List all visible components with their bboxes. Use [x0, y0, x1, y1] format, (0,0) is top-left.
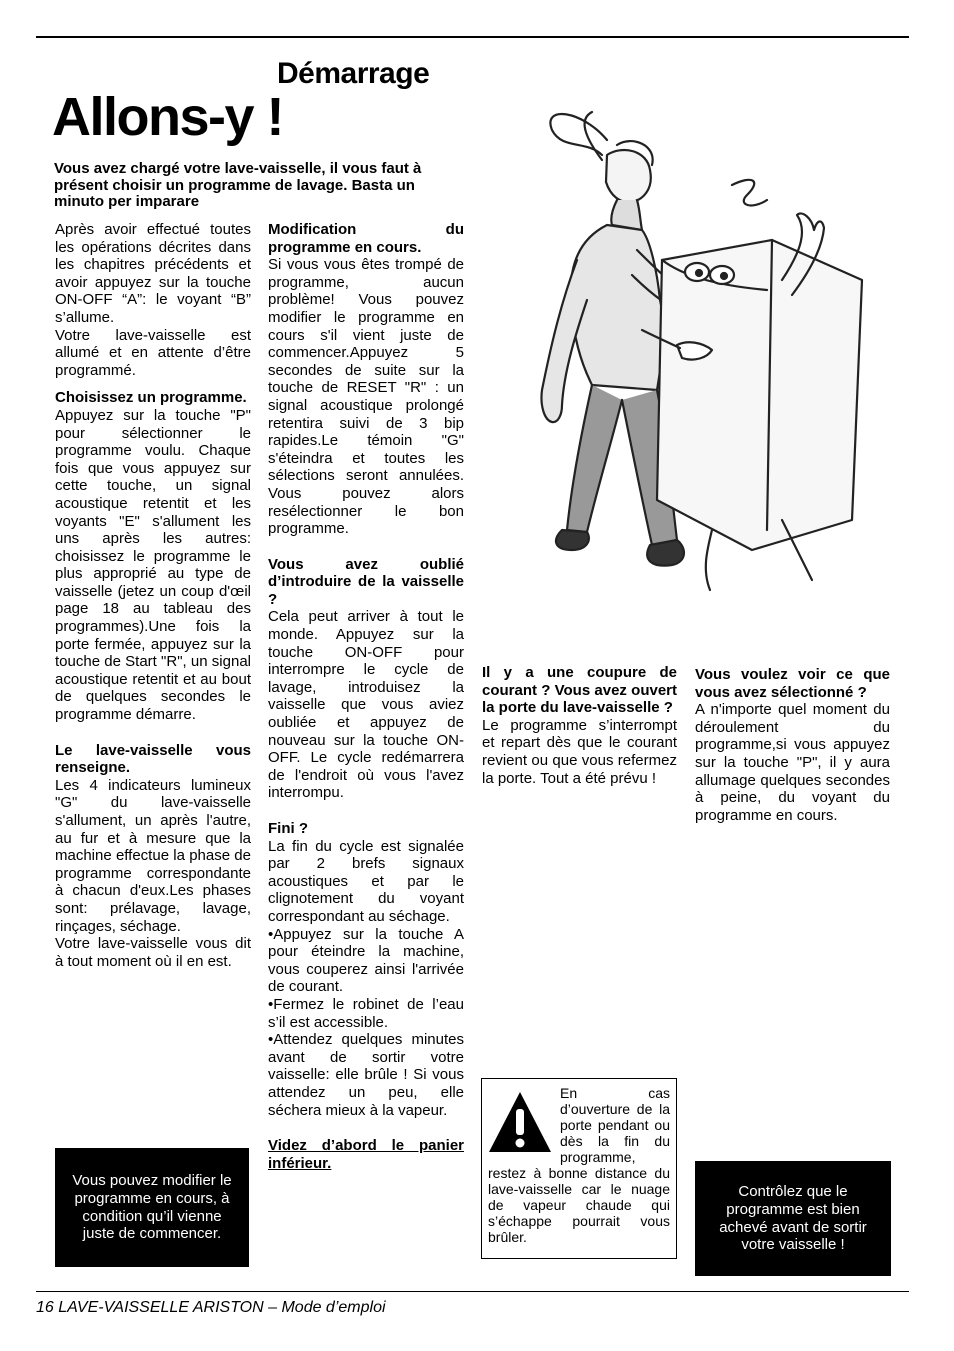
heading-power-cut: Il y a une coupure de courant ? Vous avez ouvert la porte du lave-vaisselle ? [482, 664, 677, 717]
warning-box [481, 1078, 677, 1259]
paragraph-power-cut: Le programme s’interrompt et repart dès que le courant revient ou que vous refermez la porte. Tout a été prévu ! [482, 716, 677, 787]
column-2 [268, 221, 464, 1172]
paragraph-modify: Si vous vous êtes trompé de programme, aucun problème! Vous pouvez modifier le programme en cours s'il vient juste de commencer.Appuyez 5 secondes de suite sur la touche de RESET "R" : un signal acoustique prolongé retentira suivi de 3 bip rapides.Le témoin "G" s'éteindra et toutes les sélections seront annulées. Vous pouvez alors resélectionner le bon programme. [268, 256, 464, 538]
heading-view-selection: Vous voulez voir ce que vous avez sélectionné ? [695, 666, 890, 701]
paragraph-start: Après avoir effectué toutes les opérations décrites dans les chapitres précédents et avoir appuyez sur la touche ON-OFF “A”: le voyant “B” s’allume. [55, 221, 251, 326]
paragraph-info-2: Votre lave-vaisselle vous dit à tout moment où il en est. [55, 935, 251, 970]
page-title: Allons-y ! [52, 87, 284, 147]
column-1 [55, 221, 251, 970]
section-subtitle: Démarrage [277, 57, 430, 90]
page-footer: 16 LAVE-VAISSELLE ARISTON – Mode d’emploi [36, 1299, 386, 1316]
note-box-check [695, 1161, 891, 1276]
tip-empty-lower-basket: Videz d’abord le panier inférieur. [268, 1137, 464, 1172]
paragraph-done: La fin du cycle est signalée par 2 brefs signaux acoustiques et par le clignotement du voyant correspondant au séchage. [268, 837, 464, 925]
paragraph-ready: Votre lave-vaisselle est allumé et en attente d’être programmé. [55, 326, 251, 379]
top-rule [36, 36, 909, 38]
warning-text: En cas d’ouverture de la porte pendant ou dès la fin du programme, restez à bonne distance du lave-vaisselle car le nuage de vapeur chaude qui s’échappe pourrait vous brûler. [488, 1085, 670, 1245]
heading-choose-program: Choisissez un programme. [55, 389, 247, 407]
bullet-close-tap: •Fermez le robinet de l’eau s’il est accessible. [268, 995, 464, 1031]
note-box-modify [55, 1148, 249, 1267]
paragraph-view-selection: A n'importe quel moment du déroulement du programme,si vous appuyez sur la touche "P", il y aura allumage quelques secondes à peine, du voyant du programme en cours. [695, 701, 890, 824]
note-box-check-text: Contrôlez que le programme est bien achevé avant de sortir votre vaisselle ! [719, 1183, 867, 1254]
warning-triangle-icon [486, 1089, 554, 1155]
bullet-wait: •Attendez quelques minutes avant de sortir votre vaisselle: elle brûle ! Si vous attendez un peu, elle séchera mieux à la vapeur. [268, 1031, 464, 1119]
paragraph-info-1: Les 4 indicateurs lumineux "G" du lave-vaisselle s'allument, un après l'autre, au fur et à mesure que la machine effectue la phase de programme correspondante à chacun d'eux.Les phases sont: prélavage, lavage, rinçages, séchage. [55, 776, 251, 935]
paragraph-forgot: Cela peut arriver à tout le monde. Appuyez sur la touche ON-OFF pour interrompre le cycle de lavage, introduisez la vaisselle que vous aviez oubliée et appuyez de nouveau sur la touche ON-OFF. Le cycle redémarrera de l'endroit où vous l'avez interrompu. [268, 608, 464, 802]
heading-done: Fini ? [268, 820, 308, 837]
heading-modify: Modification du programme en cours. [268, 221, 464, 256]
woman-and-dishwasher-illustration [482, 100, 882, 600]
bullet-switch-off: •Appuyez sur la touche A pour éteindre la machine, vous couperez ainsi l'arrivée de courant. [268, 925, 464, 996]
column-4 [695, 666, 890, 824]
column-3 [482, 664, 677, 787]
note-box-modify-text: Vous pouvez modifier le programme en cours, à condition qu’il vienne juste de commencer. [72, 1172, 232, 1243]
heading-info: Le lave-vaisselle vous renseigne. [55, 741, 251, 777]
paragraph-choose-program: Appuyez sur la touche "P" pour sélectionner le programme voulu. Chaque fois que vous appuyez sur cette touche, un signal acoustique retentit et les voyants "E" s'allument les uns après les autres: choisissez le programme le plus approprié au type de vaisselle (jetez un coup d'œil page 18 au tableau des programmes).Une fois la porte fermée, appuyez sur la touche de Start "R", un signal acoustique retentit et au bout de quelques secondes le programme démarre. [55, 406, 251, 724]
bottom-rule [36, 1291, 909, 1292]
heading-forgot: Vous avez oublié d’introduire de la vaisselle ? [268, 555, 464, 608]
intro-text: Vous avez chargé votre lave-vaisselle, il vous faut à présent choisir un programme de lavage. Basta un minuto per imparare [54, 160, 422, 210]
